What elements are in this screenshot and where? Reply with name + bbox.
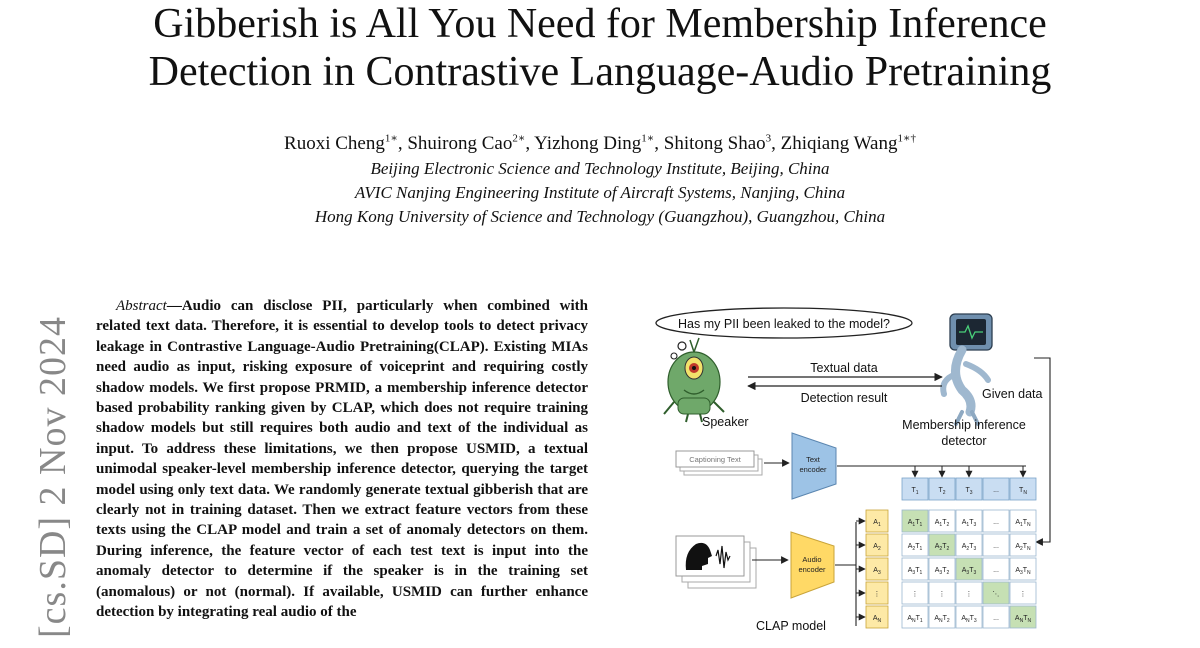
matrix-cell-label: $A_NT_1$ (907, 615, 923, 624)
abstract-lead: Abstract (116, 298, 167, 314)
captioning-text-doc (676, 451, 762, 475)
matrix-cell-label: $A_NT_2$ (934, 615, 950, 624)
detector-label-line-2: detector (941, 434, 987, 448)
matrix-cell-label: $A_3T_2$ (934, 567, 950, 576)
audio-input-icon (676, 536, 756, 588)
author-name: Yizhong Ding (534, 133, 642, 154)
audio-token-label: $A_1$ (873, 519, 881, 528)
audio-token-label: $A_2$ (873, 543, 881, 552)
matrix-cell-label: ⋱ (992, 591, 1000, 598)
detector-label-line-1: Membership inference (902, 418, 1026, 432)
figure-canvas (644, 302, 1074, 648)
clap-model-label: CLAP model (756, 619, 826, 633)
text-token-row (902, 478, 1036, 500)
matrix-cell-label: ... (993, 519, 999, 526)
speaker-label: Speaker (702, 415, 749, 429)
similarity-matrix (902, 510, 1036, 628)
text-token-label: $T_N$ (1019, 487, 1027, 496)
affiliation-3: Hong Kong University of Science and Technology (Guangzhou), Guangzhou, China (314, 207, 886, 226)
author-name: Shuirong Cao (407, 133, 513, 154)
matrix-cell-label: $A_2T_N$ (1015, 543, 1031, 552)
matrix-cell-label: ⋮ (965, 591, 973, 598)
author-name: Shitong Shao (663, 133, 766, 154)
matrix-cell-label: $A_1T_N$ (1015, 519, 1031, 528)
matrix-cell-label: $A_2T_1$ (907, 543, 923, 552)
arxiv-stamp (30, 318, 76, 636)
overview-figure (644, 302, 1074, 648)
matrix-cell-label: $A_NT_N$ (1014, 615, 1032, 624)
author-name: Ruoxi Cheng (284, 133, 385, 154)
textual-data-label: Textual data (810, 361, 878, 375)
abstract-body: —Audio can disclose PII, particularly when combined with related text data. Therefore, it is essential to develop tools to detect privacy leakage in Contrastive Language-Audio Pretraining(CLAP). Existing MIAs need audio as input, risking exposure of voiceprint and requiring costly shadow models. We first propose PRMID, a membership inference detector based probability ranking given by CLAP, which does not require training shadow models but still requires both audio and text of the individual as input. To address these limitations, we then propose USMID, a textual unimodal speaker-level membership inference detector, querying the target model using only text data. We randomly generate textual gibberish that are clearly not in training dataset. Then we extract feature vectors from these texts using the CLAP model and train a set of anomaly detectors on them. During inference, the feature vector of each test text is input into the anomaly detector to determine if the speaker is in the training set (anomalous) or not (normal). If available, USMID can further enhance detection by integrating real audio of the (96, 298, 588, 621)
title-line-2: Detection in Contrastive Language-Audio Pretraining (148, 49, 1052, 95)
text-token-label: ... (993, 487, 999, 494)
abstract (96, 296, 588, 623)
matrix-cell-label: $A_1T_1$ (907, 519, 923, 528)
affiliation-2: AVIC Nanjing Engineering Institute of Aircraft Systems, Nanjing, China (354, 183, 846, 202)
matrix-cell-label: $A_2T_3$ (961, 543, 977, 552)
captioning-text-label: Captioning Text (689, 455, 741, 464)
matrix-cell-label: $A_3T_3$ (961, 567, 977, 576)
arxiv-stamp-text: [cs.SD] 2 Nov 2024 (32, 316, 75, 638)
given-data-arrow (1034, 358, 1050, 542)
author-affiliation-mark: 1∗ (641, 132, 655, 145)
text-token-arrows (915, 466, 1023, 477)
matrix-cell-label: ⋮ (1019, 591, 1027, 598)
matrix-cell-label: $A_NT_3$ (961, 615, 977, 624)
detector-robot-icon (943, 314, 992, 424)
author-list: Ruoxi Cheng$^{1∗}$, Shuirong Cao$^{2∗}$, Yizhong Ding$^{1∗}$, Shitong Shao$^3$, Zhiqiang Wang$^{1∗\dagger}$ (284, 132, 916, 154)
matrix-cell-label: $A_3T_N$ (1015, 567, 1031, 576)
audio-token-column (866, 510, 888, 628)
matrix-cell-label: $A_3T_1$ (907, 567, 923, 576)
paper-title (0, 0, 1200, 96)
bubble-text: Has my PII been leaked to the model? (678, 317, 890, 331)
text-token-label: $T_1$ (911, 487, 919, 496)
audio-token-label: ⋮ (873, 591, 881, 598)
affiliation-1: Beijing Electronic Science and Technology Institute, Beijing, China (370, 159, 830, 178)
matrix-cell-label: ⋮ (938, 591, 946, 598)
author-affiliation-mark: 1∗ (384, 132, 398, 145)
audio-token-arrows (856, 521, 865, 617)
author-affiliation-mark: 1∗† (897, 132, 916, 145)
author-affiliation-mark: 3 (765, 132, 772, 145)
matrix-cell-label: ... (993, 543, 999, 550)
title-line-1: Gibberish is All You Need for Membership Inference (153, 1, 1047, 47)
speaker-icon (664, 338, 724, 422)
audio-encoder-label-2: encoder (798, 565, 826, 574)
author-name: Zhiqiang Wang (780, 133, 898, 154)
matrix-cell-label: ⋮ (911, 591, 919, 598)
matrix-cell-label: ... (993, 615, 999, 622)
text-encoder-label-1: Text (806, 455, 820, 464)
matrix-cell-label: $A_1T_2$ (934, 519, 950, 528)
audio-token-label: $A_3$ (873, 567, 881, 576)
author-affiliation-mark: 2∗ (512, 132, 526, 145)
text-token-label: $T_2$ (938, 487, 946, 496)
audio-encoder-label-1: Audio (802, 555, 822, 564)
audio-token-label: $A_N$ (872, 615, 882, 624)
text-token-label: $T_3$ (965, 487, 973, 496)
detection-result-label: Detection result (800, 391, 888, 405)
text-encoder-label-2: encoder (799, 465, 827, 474)
given-data-label: Given data (982, 387, 1043, 401)
matrix-cell-label: ... (993, 567, 999, 574)
matrix-cell-label: $A_2T_2$ (934, 543, 950, 552)
matrix-cell-label: $A_1T_3$ (961, 519, 977, 528)
